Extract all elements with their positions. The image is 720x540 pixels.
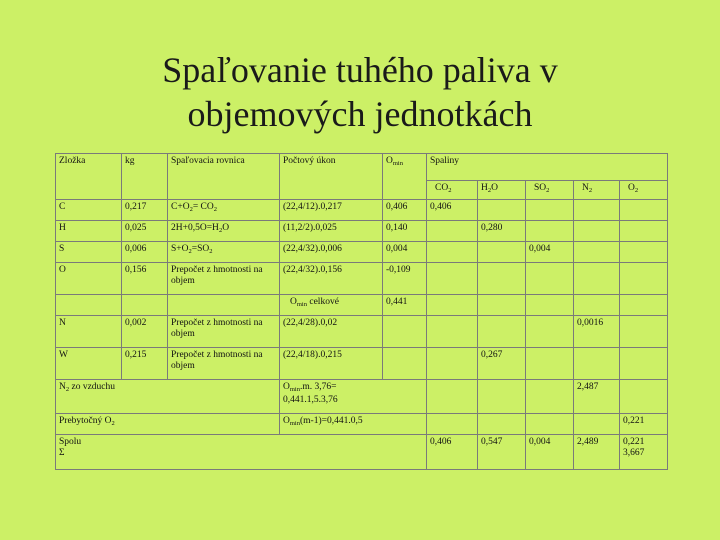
- cell-equation: Prepočet z hmotnosti na objem: [168, 348, 280, 380]
- cell-o2: [620, 200, 668, 221]
- cell-omin: 0,406: [383, 200, 427, 221]
- header-n2: $N_2$: [574, 181, 620, 200]
- cell-kg: 0,156: [122, 263, 168, 295]
- table-row: [56, 380, 668, 414]
- header-omin: $O_{min}$: [383, 154, 427, 200]
- table-row: [56, 221, 668, 242]
- cell-co2: 0,406: [427, 435, 478, 470]
- cell-so2: [526, 200, 574, 221]
- cell-name: C: [56, 200, 122, 221]
- cell-o2: 0,221: [620, 414, 668, 435]
- cell-h2o: [478, 263, 526, 295]
- header-co2: $CO_2$: [427, 181, 478, 200]
- cell-co2: [427, 263, 478, 295]
- cell-h2o: 0,267: [478, 348, 526, 380]
- cell-n2: [574, 263, 620, 295]
- cell-o2: [620, 316, 668, 348]
- cell-name: S: [56, 242, 122, 263]
- cell-name: O: [56, 263, 122, 295]
- cell-omin: 0,140: [383, 221, 427, 242]
- header-o2: $O_2$: [620, 181, 668, 200]
- table-row: [56, 263, 668, 295]
- cell-h2o: [478, 200, 526, 221]
- cell-o2: [620, 263, 668, 295]
- title-line-1: Spaľovanie tuhého paliva v: [162, 50, 558, 90]
- table-row-sum: [56, 435, 668, 470]
- cell-omin: 0,441: [383, 295, 427, 316]
- cell-equation: $S+O_2=SO_2$: [168, 242, 280, 263]
- combustion-table: [55, 153, 668, 470]
- cell-h2o: 0,547: [478, 435, 526, 470]
- cell-so2: 0,004: [526, 242, 574, 263]
- cell-h2o: [478, 316, 526, 348]
- cell-kg: 0,025: [122, 221, 168, 242]
- cell-so2: [526, 414, 574, 435]
- cell-kg: 0,215: [122, 348, 168, 380]
- header-h2o: $H_2O$: [478, 181, 526, 200]
- cell-so2: [526, 221, 574, 242]
- cell-h2o: [478, 242, 526, 263]
- cell-calc: $O_{min}(m-1)=0,441.0,5$: [280, 414, 427, 435]
- cell-equation: Prepočet z hmotnosti na objem: [168, 316, 280, 348]
- header-spaliny: Spaliny: [427, 154, 668, 181]
- cell-calc: (22,4/32).0,156: [280, 263, 383, 295]
- cell-name: Prebytočný $O_2$: [56, 414, 280, 435]
- cell-n2: 0,0016: [574, 316, 620, 348]
- table-row: [56, 414, 668, 435]
- cell-o2: 0,221 3,667: [620, 435, 668, 470]
- cell-kg: 0,006: [122, 242, 168, 263]
- cell-n2: [574, 200, 620, 221]
- cell-calc: (22,4/18).0,215: [280, 348, 383, 380]
- cell-total-label: $O_{min}$ celkové: [280, 295, 383, 316]
- cell-name: N: [56, 316, 122, 348]
- cell-o2: [620, 348, 668, 380]
- cell-o2: [620, 221, 668, 242]
- header-so2: $SO_2$: [526, 181, 574, 200]
- cell-h2o: [478, 380, 526, 414]
- cell-equation: Prepočet z hmotnosti na objem: [168, 263, 280, 295]
- cell-calc: (22,4/12).0,217: [280, 200, 383, 221]
- cell-n2: [574, 348, 620, 380]
- cell-calc: (11,2/2).0,025: [280, 221, 383, 242]
- cell-co2: [427, 348, 478, 380]
- header-kg: kg: [122, 154, 168, 200]
- cell-n2: [574, 221, 620, 242]
- table-row: [56, 316, 668, 348]
- cell-n2: [574, 414, 620, 435]
- cell-omin: 0,004: [383, 242, 427, 263]
- cell-co2: [427, 316, 478, 348]
- slide-title: [0, 48, 720, 136]
- cell-co2: [427, 242, 478, 263]
- cell-name: Spolu Σ: [56, 435, 427, 470]
- cell-n2: 2,489: [574, 435, 620, 470]
- cell-omin: [383, 316, 427, 348]
- cell-calc: (22,4/32).0,006: [280, 242, 383, 263]
- cell-so2: [526, 380, 574, 414]
- cell-so2: 0,004: [526, 435, 574, 470]
- title-line-2: objemových jednotkách: [187, 94, 533, 134]
- cell-co2: [427, 221, 478, 242]
- table-row: [56, 200, 668, 221]
- table-row: [56, 242, 668, 263]
- header-ukon: Počtový úkon: [280, 154, 383, 200]
- cell-h2o: 0,280: [478, 221, 526, 242]
- cell-kg: 0,217: [122, 200, 168, 221]
- cell-co2: 0,406: [427, 200, 478, 221]
- cell-equation: $2H+0,5O=H_2O$: [168, 221, 280, 242]
- cell-h2o: [478, 414, 526, 435]
- cell-kg: 0,002: [122, 316, 168, 348]
- header-zlozka: Zložka: [56, 154, 122, 200]
- header-row: [56, 154, 668, 181]
- cell-co2: [427, 414, 478, 435]
- cell-n2: [574, 242, 620, 263]
- cell-n2: 2,487: [574, 380, 620, 414]
- cell-co2: [427, 380, 478, 414]
- cell-o2: [620, 242, 668, 263]
- cell-o2: [620, 380, 668, 414]
- table-row: [56, 348, 668, 380]
- cell-name: H: [56, 221, 122, 242]
- cell-omin: -0,109: [383, 263, 427, 295]
- cell-calc: (22,4/28).0,02: [280, 316, 383, 348]
- cell-so2: [526, 348, 574, 380]
- cell-name: W: [56, 348, 122, 380]
- cell-calc: $O_{min}.m$. 3,76= 0,441.1,5.3,76: [280, 380, 427, 414]
- cell-omin: [383, 348, 427, 380]
- table-row-total-omin: [56, 295, 668, 316]
- cell-name: $N_2$ zo vzduchu: [56, 380, 280, 414]
- header-rovnica: Spaľovacia rovnica: [168, 154, 280, 200]
- cell-equation: $C+O_2= CO_2$: [168, 200, 280, 221]
- cell-so2: [526, 263, 574, 295]
- cell-so2: [526, 316, 574, 348]
